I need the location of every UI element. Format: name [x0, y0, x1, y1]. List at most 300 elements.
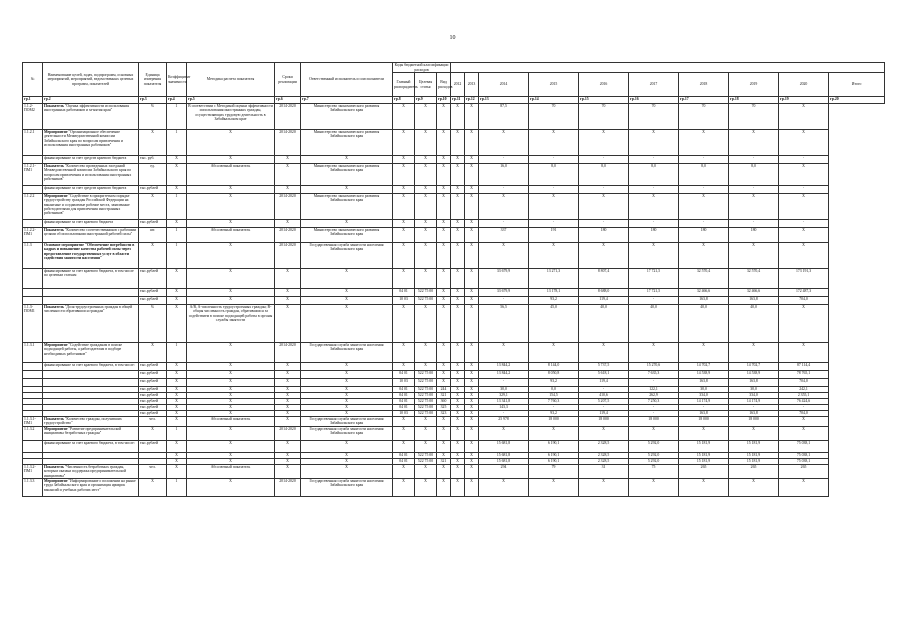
- cell-y14: 25 978: [479, 417, 529, 427]
- cell-y13: Х: [465, 459, 479, 465]
- row-name-text: "Информирование о положении на рынке труда Забайкальского края и организация ярмарок вакансий и учебных рабочих мест": [44, 479, 136, 492]
- cell-y15: 8 050,8: [529, 371, 579, 379]
- cell-y14: Х: [479, 479, 529, 497]
- cell-y15: 191: [529, 228, 579, 243]
- cell-y20: -: [779, 405, 829, 411]
- cell-method: Абсолютный показатель: [187, 417, 275, 427]
- row-name: [43, 343, 139, 363]
- cell-y12: Х: [451, 186, 465, 194]
- cell-v: Х: [437, 453, 451, 459]
- column-number: гр.18: [729, 97, 779, 104]
- cell-y15: 8,0: [529, 164, 579, 186]
- cell-method: Х: [187, 411, 275, 417]
- cell-g: Х: [393, 269, 415, 289]
- cell-y17: 5 292,0: [629, 453, 679, 459]
- column-number: гр.9: [415, 97, 437, 104]
- cell-a: Х: [415, 164, 437, 186]
- cell-coef: Х: [167, 305, 187, 343]
- cell-method: Х: [187, 393, 275, 399]
- cell-method: Абсолютный показатель: [187, 465, 275, 479]
- cell-exec: Государственная служба занятости населения Забайкальского края: [301, 243, 393, 269]
- cell-y19: 40,0: [729, 305, 779, 343]
- column-numbering-row: [23, 97, 885, 104]
- row-number: 1.1.3-ПОМ1: [23, 305, 43, 343]
- cell-y14: -: [479, 156, 529, 164]
- cell-term: Х: [275, 220, 301, 228]
- cell-g: Х: [393, 104, 415, 130]
- cell-term: Х: [275, 387, 301, 393]
- cell-a: Х: [415, 363, 437, 371]
- cell-g: 04 01: [393, 405, 415, 411]
- cell-unit: тыс. руб.: [139, 156, 167, 164]
- row-name: [43, 156, 139, 164]
- cell-y18: 40,0: [679, 305, 729, 343]
- column-number: гр.2: [43, 97, 139, 104]
- cell-a: 522 75 00: [415, 453, 437, 459]
- cell-a: 522 75 00: [415, 399, 437, 405]
- cell-a: 522 75 00: [415, 459, 437, 465]
- cell-y18: 180: [679, 228, 729, 243]
- cell-y19: 163,8: [729, 379, 779, 387]
- cell-y12: Х: [451, 387, 465, 393]
- row-name: [43, 228, 139, 243]
- cell-y14: 337: [479, 228, 529, 243]
- cell-y13: Х: [465, 156, 479, 164]
- program-table: [22, 62, 885, 497]
- cell-method: Х: [187, 387, 275, 393]
- cell-exec: Х: [301, 387, 393, 393]
- cell-unit: тыс.рублей: [139, 405, 167, 411]
- cell-term: Х: [275, 269, 301, 289]
- row-number: [23, 371, 43, 379]
- cell-method: Х: [187, 427, 275, 441]
- cell-y13: Х: [465, 363, 479, 371]
- cell-y20: Х: [779, 228, 829, 243]
- cell-method: Х: [187, 243, 275, 269]
- cell-y13: Х: [465, 343, 479, 363]
- cell-exec: Министерство экономического развития Забайкальского края: [301, 194, 393, 220]
- row-number: 1.1.3.1-ПМ1: [23, 417, 43, 427]
- cell-y18: 163,8: [679, 411, 729, 417]
- cell-y12: Х: [451, 379, 465, 387]
- cell-y13: Х: [465, 465, 479, 479]
- cell-a: Х: [415, 465, 437, 479]
- cell-g: 10 03: [393, 297, 415, 305]
- cell-exec: Х: [301, 156, 393, 164]
- table-row: [23, 194, 885, 220]
- cell-g: Х: [393, 465, 415, 479]
- cell-y20: 704,0: [779, 411, 829, 417]
- cell-y19: 8,0: [729, 164, 779, 186]
- row-name-text: финансирование за счет краевого бюджета, в том числе:: [44, 363, 135, 367]
- cell-exec: Государственная служба занятости населения Забайкальского края: [301, 417, 393, 427]
- cell-y13: Х: [465, 379, 479, 387]
- cell-a: Х: [415, 427, 437, 441]
- cell-y12: Х: [451, 243, 465, 269]
- table-row: [23, 289, 885, 297]
- cell-y12: Х: [451, 194, 465, 220]
- cell-g: Х: [393, 343, 415, 363]
- cell-g: Х: [393, 479, 415, 497]
- cell-y18: 32 570,4: [679, 269, 729, 289]
- cell-unit: тыс.рублей: [139, 220, 167, 228]
- cell-y19: 163,8: [729, 297, 779, 305]
- cell-exec: Х: [301, 459, 393, 465]
- header-year: 2014: [479, 73, 529, 97]
- cell-y19: 15 181,9: [729, 459, 779, 465]
- cell-v: Х: [437, 186, 451, 194]
- cell-method: Х: [187, 269, 275, 289]
- cell-y15: 18 000: [529, 417, 579, 427]
- cell-a: Х: [415, 441, 437, 453]
- cell-exec: Министерство экономического развития Забайкальского края: [301, 104, 393, 130]
- cell-term: Х: [275, 371, 301, 379]
- cell-g: 10 03: [393, 379, 415, 387]
- cell-y14: Х: [479, 243, 529, 269]
- cell-y18: 14 174,9: [679, 399, 729, 405]
- table-row: [23, 228, 885, 243]
- cell-g: Х: [393, 186, 415, 194]
- cell-term: Х: [275, 399, 301, 405]
- cell-y16: Х: [579, 343, 629, 363]
- cell-a: 522 75 00: [415, 289, 437, 297]
- table-row: [23, 243, 885, 269]
- cell-unit: тыс.рублей: [139, 379, 167, 387]
- cell-y12: Х: [451, 479, 465, 497]
- cell-y16: Х: [579, 427, 629, 441]
- cell-y17: 7 250,3: [629, 399, 679, 405]
- cell-term: 2014-2020: [275, 479, 301, 497]
- cell-unit: тыс.рублей: [139, 393, 167, 399]
- cell-y19: -: [729, 156, 779, 164]
- cell-unit: тыс.рублей: [139, 387, 167, 393]
- row-name: [43, 297, 139, 305]
- cell-coef: 1: [167, 194, 187, 220]
- cell-y16: 119,4: [579, 297, 629, 305]
- cell-g: Х: [393, 417, 415, 427]
- cell-y14: -: [479, 379, 529, 387]
- cell-y15: 6 190,1: [529, 441, 579, 453]
- row-name: [43, 379, 139, 387]
- cell-v: 325: [437, 405, 451, 411]
- cell-unit: тыс.рублей: [139, 269, 167, 289]
- cell-g: Х: [393, 427, 415, 441]
- cell-term: 2014-2020: [275, 427, 301, 441]
- cell-unit: Х: [139, 479, 167, 497]
- cell-exec: Х: [301, 305, 393, 343]
- cell-y20: Х: [779, 243, 829, 269]
- cell-y13: Х: [465, 411, 479, 417]
- cell-exec: Государственная служба занятости населения Забайкальского края: [301, 427, 393, 441]
- cell-y15: -: [529, 405, 579, 411]
- cell-y16: 31: [579, 465, 629, 479]
- cell-y15: 6 190,1: [529, 453, 579, 459]
- cell-v: Х: [437, 427, 451, 441]
- cell-exec: Х: [301, 393, 393, 399]
- cell-y13: Х: [465, 104, 479, 130]
- cell-exec: Х: [301, 371, 393, 379]
- header-unit: Единица измерения показателя: [139, 63, 167, 97]
- cell-v: Х: [437, 164, 451, 186]
- cell-a: 522 75 00: [415, 387, 437, 393]
- row-number: 1.1.3.2-ПМ1: [23, 465, 43, 479]
- cell-y13: Х: [465, 269, 479, 289]
- cell-y19: -: [729, 405, 779, 411]
- cell-y16: 8 807,4: [579, 269, 629, 289]
- cell-y15: -: [529, 220, 579, 228]
- cell-y20: 87 114,4: [779, 363, 829, 371]
- cell-y20: -: [779, 156, 829, 164]
- cell-method: Х: [187, 363, 275, 371]
- cell-unit: тыс.рублей: [139, 297, 167, 305]
- cell-y15: 70: [529, 104, 579, 130]
- cell-y13: Х: [465, 405, 479, 411]
- table-row: [23, 186, 885, 194]
- table-row: [23, 305, 885, 343]
- cell-exec: Х: [301, 297, 393, 305]
- cell-y17: Х: [629, 194, 679, 220]
- column-number: гр.7: [301, 97, 393, 104]
- cell-y16: 2 328,5: [579, 453, 629, 459]
- cell-y15: 13 271,3: [529, 269, 579, 289]
- cell-exec: Х: [301, 363, 393, 371]
- cell-y16: 119,4: [579, 379, 629, 387]
- cell-y14: Х: [479, 427, 529, 441]
- cell-y17: Х: [629, 243, 679, 269]
- header-year: 2017: [629, 73, 679, 97]
- cell-v: Х: [437, 305, 451, 343]
- cell-y17: -: [629, 297, 679, 305]
- cell-coef: Х: [167, 417, 187, 427]
- cell-v: Х: [437, 417, 451, 427]
- column-number: гр.19: [779, 97, 829, 104]
- column-number: гр.17: [679, 97, 729, 104]
- cell-y17: 5 292,0: [629, 459, 679, 465]
- cell-y12: Х: [451, 459, 465, 465]
- header-executor: Ответственный исполнитель и соисполнители: [301, 63, 393, 97]
- cell-y20: Х: [779, 104, 829, 130]
- cell-y13: Х: [465, 243, 479, 269]
- cell-y15: 8 144,0: [529, 363, 579, 371]
- cell-y18: -: [679, 405, 729, 411]
- cell-y13: Х: [465, 399, 479, 405]
- cell-y12: Х: [451, 156, 465, 164]
- row-name-text: финансирование за счет краевого бюджета: [44, 220, 114, 224]
- cell-coef: Х: [167, 405, 187, 411]
- cell-y17: Х: [629, 343, 679, 363]
- cell-g: 04 01: [393, 289, 415, 297]
- table-row: [23, 297, 885, 305]
- cell-method: Абсолютный показатель: [187, 228, 275, 243]
- row-name: [43, 363, 139, 371]
- cell-y16: -: [579, 387, 629, 393]
- cell-a: Х: [415, 156, 437, 164]
- column-number: гр.13: [479, 97, 529, 104]
- cell-y12: Х: [451, 441, 465, 453]
- table-row: [23, 379, 885, 387]
- cell-term: Х: [275, 411, 301, 417]
- header-year: 2015: [529, 73, 579, 97]
- cell-v: Х: [437, 228, 451, 243]
- table-row: [23, 130, 885, 156]
- cell-a: 522 75 00: [415, 411, 437, 417]
- row-number: 1.1.2.1: [23, 130, 43, 156]
- row-number: 1.1.3.1: [23, 343, 43, 363]
- row-name: [43, 243, 139, 269]
- cell-y18: 32 466,6: [679, 289, 729, 297]
- cell-a: 522 75 00: [415, 371, 437, 379]
- cell-y13: Х: [465, 164, 479, 186]
- cell-g: 04 01: [393, 371, 415, 379]
- cell-method: Х: [187, 459, 275, 465]
- cell-y14: 329,1: [479, 393, 529, 399]
- column-number: гр.20: [829, 97, 885, 104]
- cell-v: Х: [437, 194, 451, 220]
- cell-coef: Х: [167, 387, 187, 393]
- cell-y12: Х: [451, 371, 465, 379]
- cell-y18: 15 181,9: [679, 453, 729, 459]
- cell-y19: 14 174,9: [729, 399, 779, 405]
- cell-a: Х: [415, 228, 437, 243]
- row-name-text: "Количество соотечественников с рабочими целями об использовании иностранной рабочей силы": [44, 228, 137, 237]
- cell-y18: Х: [679, 194, 729, 220]
- cell-unit: тыс.рублей: [139, 399, 167, 405]
- cell-y17: 122,1: [629, 387, 679, 393]
- cell-y19: 14 702,7: [729, 363, 779, 371]
- cell-y14: 33 679,9: [479, 289, 529, 297]
- cell-exec: Х: [301, 465, 393, 479]
- cell-term: Х: [275, 459, 301, 465]
- cell-y17: 8,0: [629, 164, 679, 186]
- column-number: гр.16: [629, 97, 679, 104]
- cell-y17: Х: [629, 427, 679, 441]
- row-name: [43, 164, 139, 186]
- cell-v: Х: [437, 104, 451, 130]
- header-article: Целевая статья: [415, 73, 437, 97]
- row-name: [43, 289, 139, 297]
- header-vr: Вид расходов: [437, 73, 451, 97]
- cell-a: Х: [415, 130, 437, 156]
- row-name-text: "Количество граждан, получивших трудоустройство": [44, 417, 122, 426]
- cell-y14: 15 681,8: [479, 459, 529, 465]
- cell-coef: Х: [167, 156, 187, 164]
- cell-y17: -: [629, 220, 679, 228]
- cell-y17: 75: [629, 465, 679, 479]
- cell-method: В соответствии с Методикой оценки эффективности использования иностранных граждан, осуществляющих трудовую деятельность в Забайкальском крае: [187, 104, 275, 130]
- row-number: 1.1.2.2-ПМ1: [23, 228, 43, 243]
- cell-y16: 5 207,5: [579, 399, 629, 405]
- cell-y18: -: [679, 186, 729, 194]
- cell-a: 522 75 00: [415, 405, 437, 411]
- row-name-bold: Мероприятие: [44, 343, 68, 347]
- cell-y17: 7 635,3: [629, 371, 679, 379]
- row-name: [43, 417, 139, 427]
- cell-method: Х: [187, 130, 275, 156]
- row-name: [43, 427, 139, 441]
- cell-y17: -: [629, 186, 679, 194]
- table-row: [23, 465, 885, 479]
- row-number: [23, 297, 43, 305]
- cell-term: Х: [275, 305, 301, 343]
- cell-v: Х: [437, 343, 451, 363]
- row-number: [23, 186, 43, 194]
- cell-y14: 143,3: [479, 405, 529, 411]
- cell-y13: Х: [465, 297, 479, 305]
- cell-y18: Х: [679, 479, 729, 497]
- cell-y15: Х: [529, 130, 579, 156]
- cell-y14: 56,5: [479, 305, 529, 343]
- cell-a: Х: [415, 479, 437, 497]
- header-term: Сроки реализации: [275, 63, 301, 97]
- cell-term: Х: [275, 379, 301, 387]
- cell-y15: 45,0: [529, 305, 579, 343]
- cell-y12: Х: [451, 343, 465, 363]
- cell-term: Х: [275, 289, 301, 297]
- cell-y15: Х: [529, 479, 579, 497]
- cell-exec: Х: [301, 379, 393, 387]
- cell-g: 04 01: [393, 459, 415, 465]
- cell-y13: Х: [465, 479, 479, 497]
- cell-y12: Х: [451, 269, 465, 289]
- row-name: [43, 104, 139, 130]
- cell-y17: -: [629, 379, 679, 387]
- cell-y19: -: [729, 220, 779, 228]
- cell-y17: 40,0: [629, 305, 679, 343]
- cell-y17: 15 270,6: [629, 363, 679, 371]
- cell-method: Х: [187, 441, 275, 453]
- cell-y12: Х: [451, 465, 465, 479]
- cell-y13: Х: [465, 393, 479, 399]
- cell-y18: -: [679, 220, 729, 228]
- cell-y19: Х: [729, 130, 779, 156]
- row-number: 1.1.2.1-ПМ1: [23, 164, 43, 186]
- row-number: [23, 289, 43, 297]
- cell-term: Х: [275, 297, 301, 305]
- cell-y15: 0,0: [529, 387, 579, 393]
- cell-unit: тыс.рублей: [139, 289, 167, 297]
- cell-y15: 79: [529, 465, 579, 479]
- cell-y20: Х: [779, 417, 829, 427]
- cell-v: Х: [437, 297, 451, 305]
- row-name: [43, 130, 139, 156]
- cell-coef: Х: [167, 459, 187, 465]
- row-name-text: "Развитие предпринимательской инициативы безработных граждан": [44, 427, 122, 436]
- cell-y14: 15 681,8: [479, 441, 529, 453]
- cell-y16: 8,0: [579, 164, 629, 186]
- cell-unit: тыс.рублей: [139, 441, 167, 453]
- cell-y13: Х: [465, 194, 479, 220]
- table-row: [23, 417, 885, 427]
- cell-v: 321: [437, 459, 451, 465]
- row-number: 1.1.3.3: [23, 479, 43, 497]
- cell-g: 04 01: [393, 453, 415, 459]
- row-name-bold: Показатель: [44, 417, 64, 421]
- cell-y13: Х: [465, 305, 479, 343]
- cell-a: Х: [415, 417, 437, 427]
- cell-y19: 334,0: [729, 393, 779, 399]
- cell-method: Х: [187, 399, 275, 405]
- cell-y20: 76 424,6: [779, 399, 829, 405]
- cell-a: Х: [415, 220, 437, 228]
- cell-y19: 14 538,9: [729, 371, 779, 379]
- row-name-text: финансирование за счет средств краевого бюджета: [44, 156, 127, 160]
- row-name: [43, 194, 139, 220]
- cell-v: 323: [437, 411, 451, 417]
- column-number: гр.14: [529, 97, 579, 104]
- cell-method: Х: [187, 343, 275, 363]
- cell-y20: 75 038,1: [779, 441, 829, 453]
- column-number: гр.8: [393, 97, 415, 104]
